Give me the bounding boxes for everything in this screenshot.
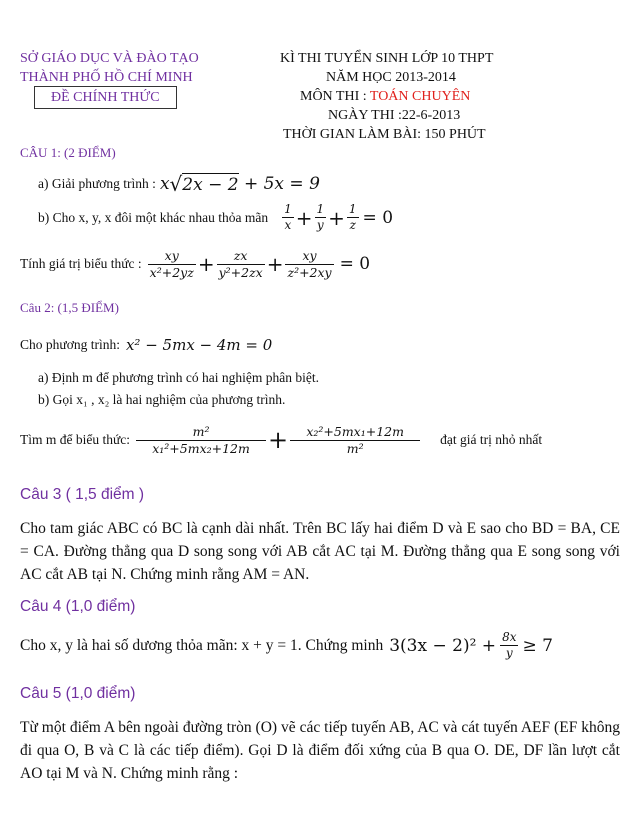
q5-body: Từ một điểm A bên ngoài đường tròn (O) vẽ các tiếp tuyến AB, AC và cát tuyến AEF (EF không đi qua O, B và C là các tiếp điểm). Gọi D là điểm đối xứng của B qua O. DE, DF lần lượt cắt AO tại M và N. Chứng minh rằng : xyxy=(20,719,620,782)
q1a-line xyxy=(38,172,320,196)
official-badge: ĐỀ CHÍNH THỨC xyxy=(34,86,177,109)
subject-line xyxy=(300,87,470,106)
frac-xy-2: $\frac{xy}{\text{z²+2xy}}$ xyxy=(287,248,332,280)
plus-sign: + xyxy=(197,252,215,277)
q1b-eq: = 0 xyxy=(362,207,394,228)
plus-sign: + xyxy=(266,252,284,277)
q5-title: Câu 5 (1,0 điểm) xyxy=(20,685,136,702)
frac-1-z: $\frac{1}{z}$ xyxy=(348,202,357,232)
exam-duration: THỜI GIAN LÀM BÀI: 150 PHÚT xyxy=(283,127,486,142)
q2-expression-line xyxy=(20,424,542,456)
frac-zx: $\frac{zx}{\text{y²+2zx}}$ xyxy=(218,248,263,280)
frac-xy: $\frac{xy}{\text{x²+2yz}}$ xyxy=(149,248,194,280)
q3-body: Cho tam giác ABC có BC là cạnh dài nhất. Trên BC lấy hai điểm D và E sao cho BD = BA, CE = CA. Đường thẳng qua D song song với AB cắt AC tại M. Đường thẳng qua E song song với AC cắt AB tại N. Chứng minh rằng AM = AN. xyxy=(20,520,620,583)
plus-sign: + xyxy=(295,205,313,230)
q1b-text: b) Cho x, y, x đôi một khác nhau thỏa mãn xyxy=(38,209,269,225)
frac-1-x: $\frac{1}{x}$ xyxy=(284,202,292,232)
q4-eq-right: ≥ 7 xyxy=(522,635,553,656)
q2-equation-line xyxy=(20,336,272,354)
frac-1-y: $\frac{1}{y}$ xyxy=(316,202,325,232)
plus-sign: + xyxy=(328,205,345,230)
q4-title: Câu 4 (1,0 điểm) xyxy=(20,598,136,615)
frac-m2: $\frac{\text{m²}}{\text{x₁²+5mx₂+12m}}$ xyxy=(136,424,266,456)
q2-tail: đạt giá trị nhỏ nhất xyxy=(440,432,543,448)
q4-body: Cho x, y là hai số dương thỏa mãn: x + y = 1. Chứng minh xyxy=(20,637,384,654)
q2-intro: Cho phương trình: xyxy=(20,337,120,352)
q1a-eq-radicand: 2x − 2 xyxy=(182,175,239,195)
q1b-line xyxy=(38,202,393,233)
subject-prefix: MÔN THI : xyxy=(300,89,370,104)
q1a-text: a) Giải phương trình : xyxy=(38,176,156,191)
q1c-line xyxy=(20,248,370,280)
exam-title: KÌ THI TUYỂN SINH LỚP 10 THPT xyxy=(280,51,494,66)
city-name: THÀNH PHỐ HỒ CHÍ MINH xyxy=(20,70,193,85)
q1a-eq-x: x xyxy=(159,174,170,194)
q1c-text: Tính giá trị biểu thức : xyxy=(20,256,142,272)
q2-equation: x² − 5mx − 4m = 0 xyxy=(125,336,273,354)
school-year: NĂM HỌC 2013-2014 xyxy=(326,70,456,85)
q2-find: Tìm m để biểu thức: xyxy=(20,432,131,448)
q3-title: Câu 3 ( 1,5 điểm ) xyxy=(20,486,145,503)
q2b: b) Gọi x₁ , x₂ là hai nghiệm của phương trình. xyxy=(38,392,286,407)
q1a-eq-rest: + 5x = 9 xyxy=(238,174,320,194)
subject-name: TOÁN CHUYÊN xyxy=(369,89,471,104)
q4-eq-left: 3(3x − 2)² + xyxy=(389,635,497,656)
q2-title: Câu 2: (1,5 ĐIỂM) xyxy=(20,300,119,315)
department-name: SỞ GIÁO DỤC VÀ ĐÀO TẠO xyxy=(20,51,199,66)
q2a: a) Định m để phương trình có hai nghiệm phân biệt. xyxy=(38,370,320,385)
plus-sign: + xyxy=(268,426,289,455)
sqrt-sign: √ xyxy=(169,172,183,196)
frac-x2: $\frac{\text{x₂²+5mx₁+12m}}{\text{m²}}$ xyxy=(290,424,420,456)
frac-8x-y: $\frac{8x}{y}$ xyxy=(502,630,517,660)
q1-title: CÂU 1: (2 ĐIỂM) xyxy=(20,145,116,160)
exam-date: NGÀY THI :22-6-2013 xyxy=(328,108,461,123)
q1c-eq: = 0 xyxy=(339,254,371,275)
q4-line xyxy=(20,630,553,661)
